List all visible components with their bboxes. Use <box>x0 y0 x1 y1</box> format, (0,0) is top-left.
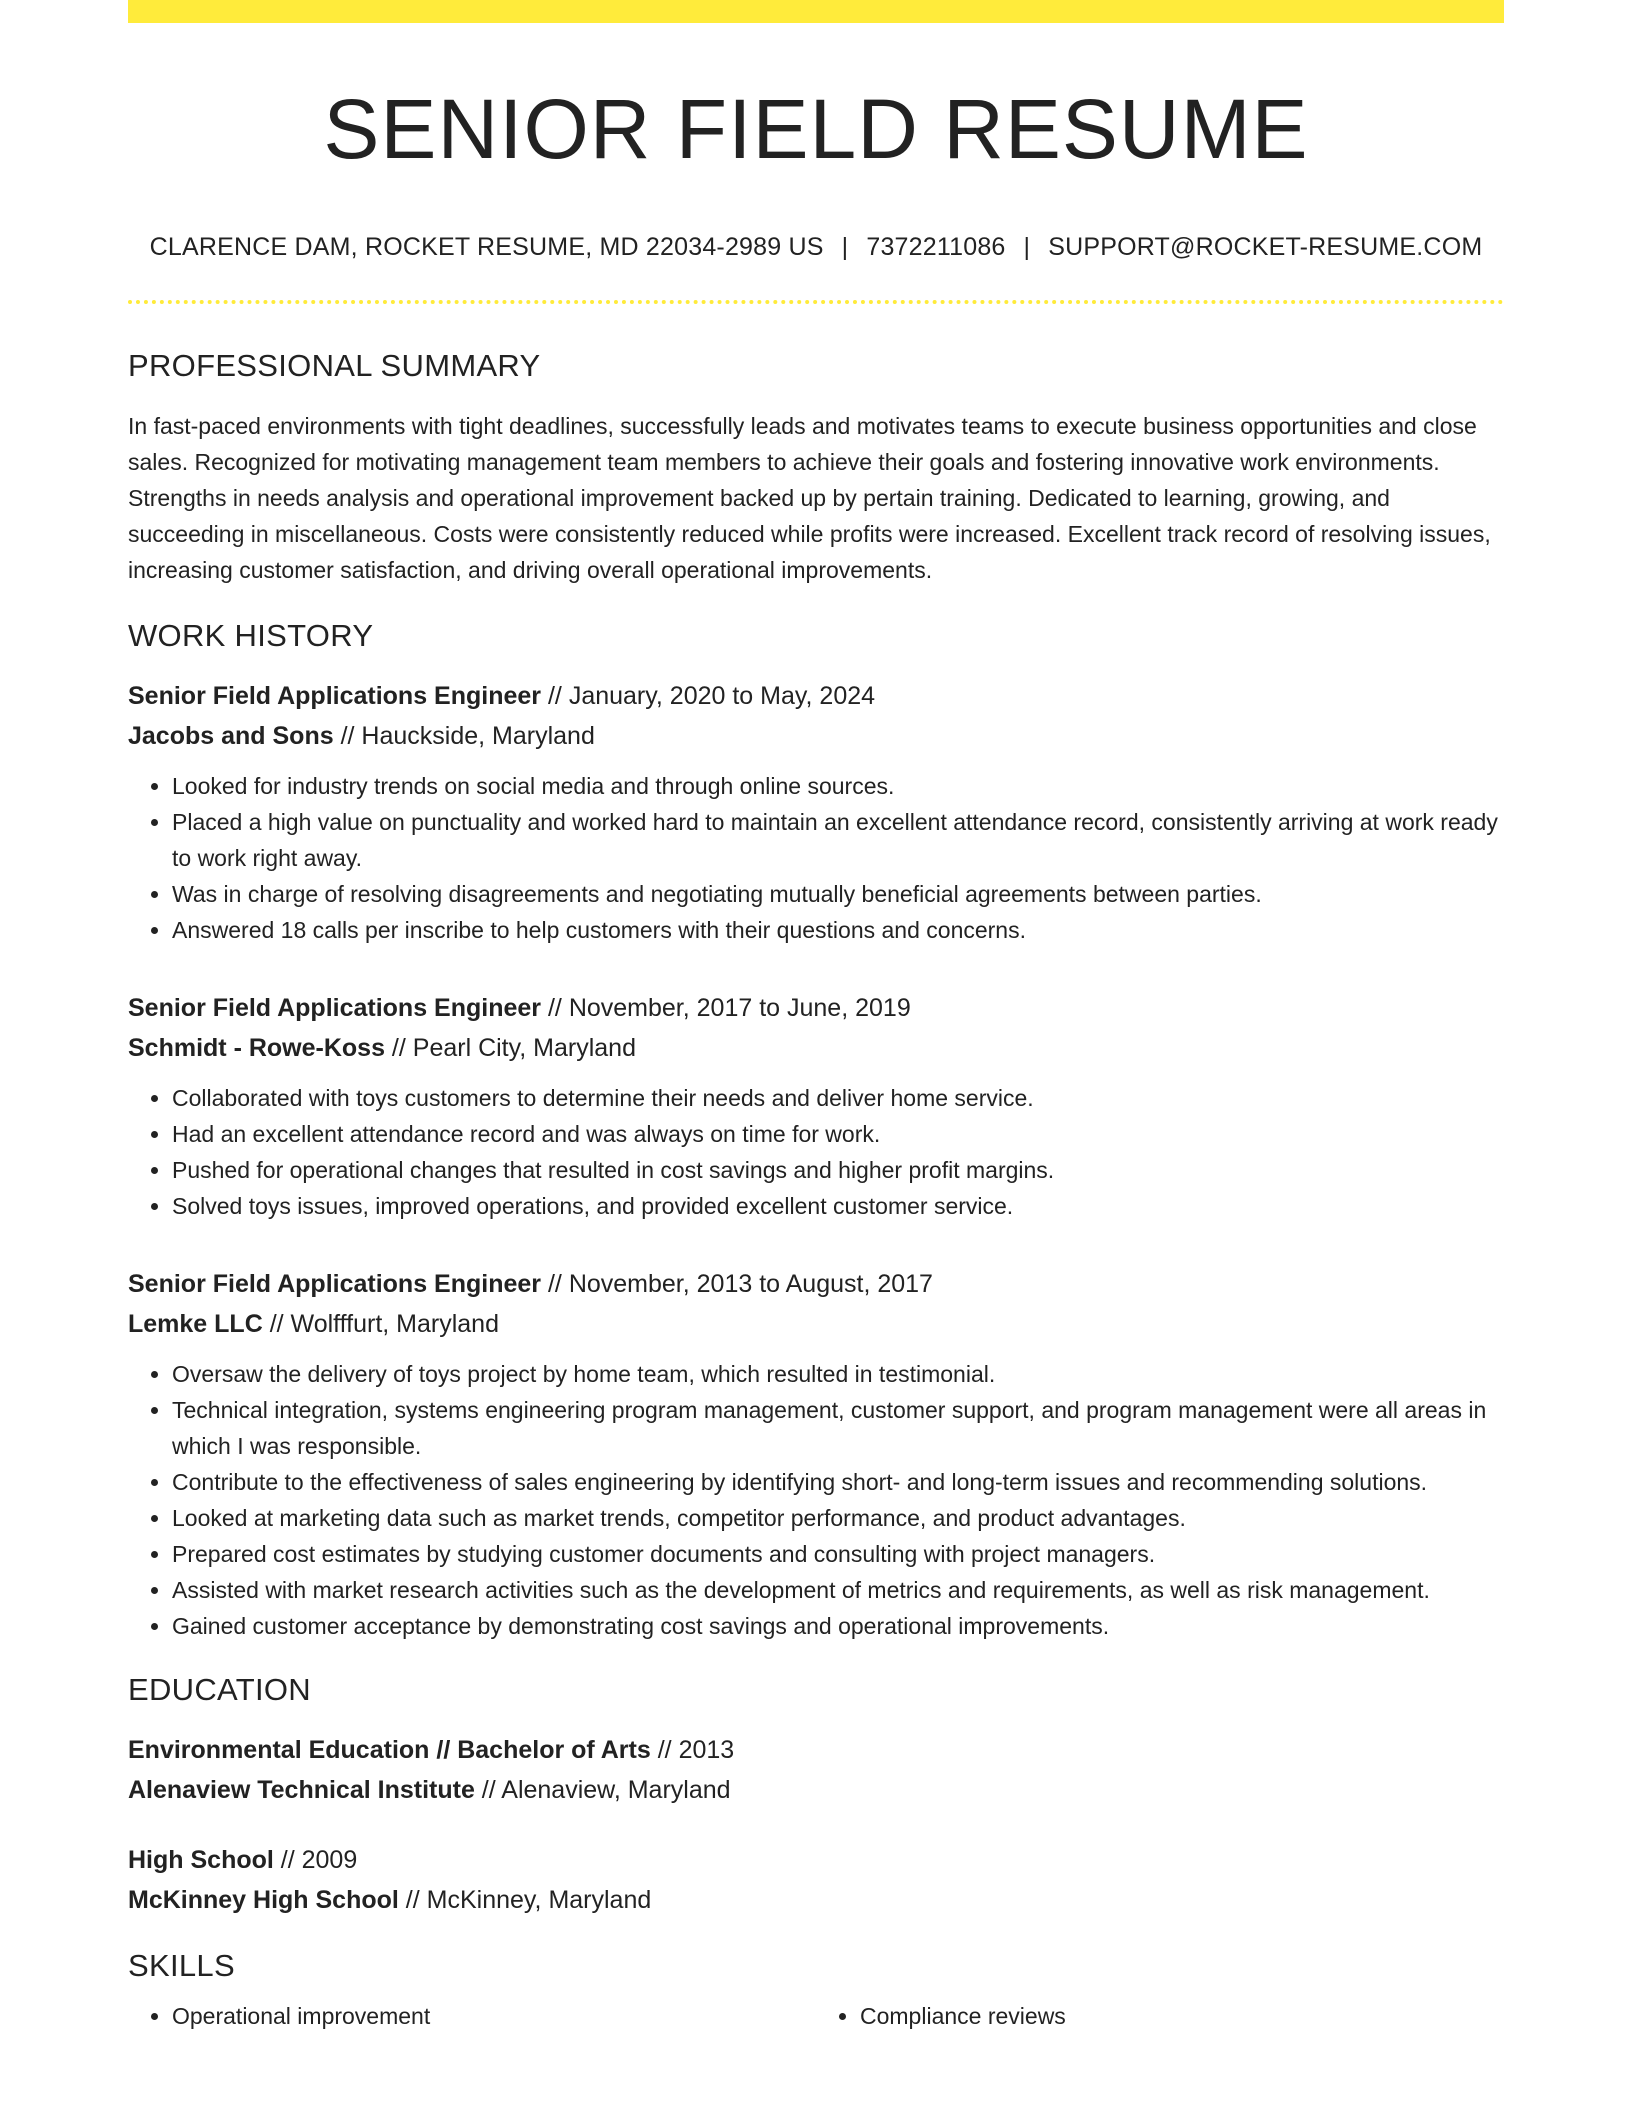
job-dates: // November, 2017 to June, 2019 <box>541 994 911 1023</box>
job-title: Senior Field Applications Engineer <box>128 682 542 711</box>
work-history-heading: WORK HISTORY <box>128 618 374 654</box>
job-entry <box>128 988 1504 1224</box>
skill-item: • Compliance reviews <box>860 1998 1504 2034</box>
summary-heading: PROFESSIONAL SUMMARY <box>128 348 541 384</box>
job-bullets <box>128 1356 1504 1644</box>
job-company-line <box>128 716 1504 756</box>
list-item: • Answered 18 calls per inscribe to help customers with their questions and concerns. <box>172 912 1504 948</box>
job-company-line <box>128 1304 1504 1344</box>
resume-page <box>128 0 1504 2034</box>
list-item: • Oversaw the delivery of toys project by home team, which resulted in testimonial. <box>172 1356 1504 1392</box>
list-item: • Solved toys issues, improved operations, and provided excellent customer service. <box>172 1188 1504 1224</box>
job-location: // Pearl City, Maryland <box>384 1034 636 1063</box>
job-company: Jacobs and Sons <box>128 722 334 751</box>
section-divider <box>128 300 1504 304</box>
skills-column-right <box>816 1998 1504 2034</box>
job-entry <box>128 1264 1504 1644</box>
contact-separator: | <box>841 233 849 262</box>
education-entry <box>128 1730 1504 1810</box>
list-item: • Pushed for operational changes that resulted in cost savings and higher profit margins. <box>172 1152 1504 1188</box>
job-company: Schmidt - Rowe-Koss <box>128 1034 385 1063</box>
education-heading: EDUCATION <box>128 1672 311 1708</box>
education-entry <box>128 1840 1504 1920</box>
school-name: Alenaview Technical Institute <box>128 1776 475 1805</box>
list-item: • Assisted with market research activities such as the development of metrics and requirements, as well as risk management. <box>172 1572 1504 1608</box>
graduation-year: // 2013 <box>650 1736 735 1765</box>
contact-line <box>128 233 1504 262</box>
school-location: // McKinney, Maryland <box>398 1886 652 1915</box>
job-title-line <box>128 676 1504 716</box>
job-dates: // January, 2020 to May, 2024 <box>541 682 876 711</box>
degree-line <box>128 1840 1504 1880</box>
job-title: Senior Field Applications Engineer <box>128 1270 542 1299</box>
skills-column-left <box>128 1998 816 2034</box>
list-item: • Contribute to the effectiveness of sales engineering by identifying short- and long-term issues and recommending solutions. <box>172 1464 1504 1500</box>
job-entry <box>128 676 1504 948</box>
job-location: // Wolfffurt, Maryland <box>262 1310 499 1339</box>
contact-separator: | <box>1023 233 1031 262</box>
resume-title: SENIOR FIELD RESUME <box>323 82 1309 176</box>
school-line <box>128 1770 1504 1810</box>
list-item: • Gained customer acceptance by demonstrating cost savings and operational improvements. <box>172 1608 1504 1644</box>
skills-heading: SKILLS <box>128 1948 235 1984</box>
job-company-line <box>128 1028 1504 1068</box>
school-name: McKinney High School <box>128 1886 399 1915</box>
degree: High School <box>128 1846 274 1875</box>
job-dates: // November, 2013 to August, 2017 <box>541 1270 933 1299</box>
job-bullets <box>128 1080 1504 1224</box>
skill-item: • Operational improvement <box>172 1998 816 2034</box>
list-item: • Looked for industry trends on social media and through online sources. <box>172 768 1504 804</box>
school-line <box>128 1880 1504 1920</box>
degree-line <box>128 1730 1504 1770</box>
list-item: • Had an excellent attendance record and was always on time for work. <box>172 1116 1504 1152</box>
job-bullets <box>128 768 1504 948</box>
summary-text: In fast-paced environments with tight deadlines, successfully leads and motivates teams to execute business opportunities and close sales. Recognized for motivating management team members to achieve their goals and fostering innovative work environments. Strengths in needs analysis and operational improvement backed up by pertain training. Dedicated to learning, growing, and succeeding in miscellaneous. Costs were consistently reduced while profits were increased. Excellent track record of resolving issues, increasing customer satisfaction, and driving overall operational improvements. <box>128 413 1491 584</box>
list-item: • Prepared cost estimates by studying customer documents and consulting with project managers. <box>172 1536 1504 1572</box>
graduation-year: // 2009 <box>273 1846 358 1875</box>
contact-email: SUPPORT@ROCKET-RESUME.COM <box>1048 233 1483 262</box>
job-company: Lemke LLC <box>128 1310 263 1339</box>
job-title-line <box>128 1264 1504 1304</box>
list-item: • Placed a high value on punctuality and worked hard to maintain an excellent attendance record, consistently arriving at work ready to work right away. <box>172 804 1504 876</box>
school-location: // Alenaview, Maryland <box>474 1776 731 1805</box>
job-title-line <box>128 988 1504 1028</box>
skills-list <box>128 1998 1504 2034</box>
list-item: • Collaborated with toys customers to determine their needs and deliver home service. <box>172 1080 1504 1116</box>
degree: Environmental Education // Bachelor of Arts <box>128 1736 651 1765</box>
list-item: • Looked at marketing data such as market trends, competitor performance, and product advantages. <box>172 1500 1504 1536</box>
job-title: Senior Field Applications Engineer <box>128 994 542 1023</box>
accent-bar <box>128 0 1504 23</box>
list-item: • Was in charge of resolving disagreements and negotiating mutually beneficial agreements between parties. <box>172 876 1504 912</box>
list-item: • Technical integration, systems engineering program management, customer support, and program management were all areas in which I was responsible. <box>172 1392 1504 1464</box>
contact-phone: 7372211086 <box>866 233 1006 262</box>
job-location: // Hauckside, Maryland <box>333 722 595 751</box>
contact-address: CLARENCE DAM, ROCKET RESUME, MD 22034-2989 US <box>149 233 824 262</box>
